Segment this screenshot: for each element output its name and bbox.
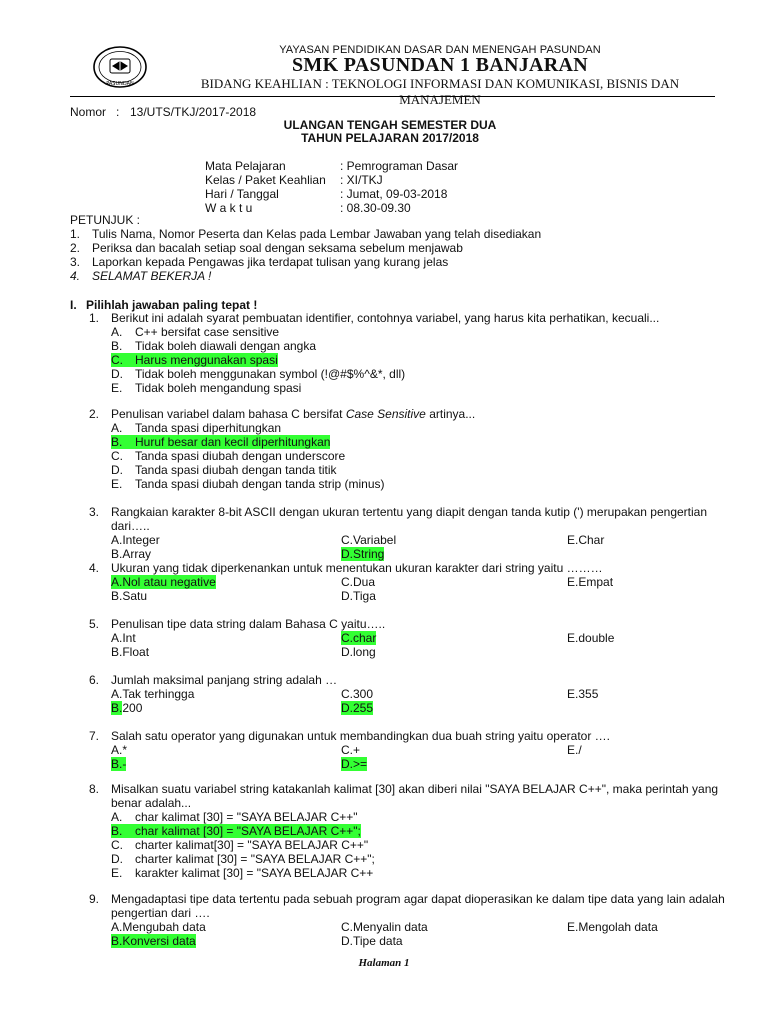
question	[89, 892, 729, 948]
answer-option	[89, 824, 729, 838]
option-text: Dua	[353, 575, 376, 589]
option-content	[341, 575, 375, 589]
instruction-item	[70, 227, 541, 241]
answer-option	[341, 934, 403, 948]
answer-option	[89, 463, 729, 477]
answer-option	[111, 757, 126, 771]
option-text: 200	[122, 701, 143, 715]
instruction-number: 1.	[70, 227, 81, 241]
option-letter: A.	[111, 533, 123, 547]
answer-option	[111, 645, 149, 659]
option-letter: A.	[111, 575, 123, 589]
nomor-separator: :	[116, 105, 120, 119]
info-key: Kelas / Paket Keahlian	[205, 173, 326, 187]
answer-option	[89, 367, 729, 381]
option-text: Int	[122, 631, 136, 645]
option-content	[111, 421, 281, 435]
option-text: 355	[578, 687, 599, 701]
option-letter: B.	[111, 934, 123, 948]
option-content	[111, 810, 358, 824]
option-letter: E.	[567, 533, 579, 547]
question-text-content: Penulisan tipe data string dalam Bahasa C yaitu…..	[111, 617, 386, 631]
field-of-study: BIDANG KEAHLIAN : TEKNOLOGI INFORMASI DAN KOMUNIKASI, BISNIS DAN MANAJEMEN	[200, 76, 680, 107]
option-content	[341, 920, 428, 934]
option-letter: D.	[341, 934, 353, 948]
option-letter: E.	[567, 687, 579, 701]
option-text: Konversi data	[122, 934, 196, 948]
option-letter: D.	[341, 645, 353, 659]
instruction-number: 2.	[70, 241, 81, 255]
option-text: Huruf besar dan kecil diperhitungkan	[135, 435, 331, 449]
question-text	[89, 673, 729, 687]
question	[89, 673, 729, 715]
question-number: 7.	[89, 729, 100, 743]
option-text: Variabel	[353, 533, 397, 547]
option-content	[111, 589, 147, 603]
school-name: SMK PASUNDAN 1 BANJARAN	[292, 54, 588, 76]
option-text: Tiga	[353, 589, 376, 603]
option-text: Mengubah data	[122, 920, 206, 934]
section-number: I.	[70, 298, 77, 312]
option-letter: C.	[341, 743, 353, 757]
school-emblem-icon	[92, 44, 148, 90]
option-letter: A.	[111, 325, 123, 339]
answer-option	[341, 701, 373, 715]
info-value: : Jumat, 09-03-2018	[340, 187, 448, 201]
exam-year: TAHUN PELAJARAN 2017/2018	[301, 131, 479, 145]
instruction-text: SELAMAT BEKERJA !	[92, 269, 212, 283]
option-text: Nol atau negative	[122, 575, 216, 589]
option-letter: D.	[111, 463, 123, 477]
option-letter: C.	[111, 838, 123, 852]
option-text: Integer	[122, 533, 160, 547]
answer-option	[341, 645, 376, 659]
answer-option	[111, 934, 196, 948]
option-text: Array	[122, 547, 152, 561]
option-content	[567, 743, 582, 757]
answer-option	[89, 810, 729, 824]
option-text: String	[353, 547, 385, 561]
question-text	[89, 407, 729, 421]
answer-option	[341, 533, 396, 547]
option-text: 255	[353, 701, 374, 715]
instructions	[70, 213, 541, 283]
option-content	[341, 687, 373, 701]
answer-option	[111, 701, 142, 715]
answer-option	[111, 631, 136, 645]
page-footer: Halaman 1	[358, 957, 410, 969]
answer-option	[111, 743, 127, 757]
answer-option	[89, 852, 729, 866]
option-row	[89, 645, 729, 659]
option-content	[111, 920, 206, 934]
info-key: W a k t u	[205, 201, 253, 215]
option-content	[111, 449, 345, 463]
info-row	[205, 173, 458, 187]
option-letter: A.	[111, 421, 123, 435]
option-text: char	[353, 631, 377, 645]
option-letter: E.	[567, 743, 579, 757]
option-content	[111, 687, 194, 701]
answer-option	[341, 920, 428, 934]
option-text: *	[122, 743, 128, 757]
info-value: : 08.30-09.30	[340, 201, 411, 215]
option-content	[111, 435, 330, 449]
instruction-text: Laporkan kepada Pengawas jika terdapat tulisan yang kurang jelas	[92, 255, 449, 269]
svg-text:PASUNDAN: PASUNDAN	[106, 81, 134, 87]
option-row	[89, 575, 729, 589]
option-letter: C.	[341, 575, 353, 589]
option-content	[341, 533, 396, 547]
option-letter: B.	[111, 589, 123, 603]
option-letter: A.	[111, 920, 123, 934]
info-value: : Pemrograman Dasar	[340, 159, 459, 173]
option-text: Tidak boleh menggunakan symbol (!@#$%^&*, dll)	[135, 367, 406, 381]
option-text: Tak terhingga	[122, 687, 195, 701]
option-content	[111, 934, 196, 948]
question	[89, 729, 729, 771]
option-letter: E.	[567, 920, 579, 934]
question	[89, 505, 729, 561]
question-text	[89, 617, 729, 631]
answer-option	[341, 743, 360, 757]
option-content	[111, 353, 278, 367]
option-content	[111, 838, 368, 852]
option-letter: E.	[111, 866, 123, 880]
info-value: : XI/TKJ	[340, 173, 383, 187]
option-text: charter kalimat [30] = "SAYA BELAJAR C++";	[135, 852, 375, 866]
option-letter: C.	[341, 533, 353, 547]
question-text	[89, 505, 729, 533]
answer-option	[567, 743, 582, 757]
option-text: Char	[578, 533, 605, 547]
question-text	[89, 729, 729, 743]
option-letter: A.	[111, 743, 123, 757]
option-text: Tanda spasi diperhitungkan	[135, 421, 282, 435]
answer-option	[341, 589, 376, 603]
option-letter: E.	[567, 631, 579, 645]
option-content	[341, 701, 373, 715]
option-letter: E.	[111, 477, 123, 491]
option-text: +	[353, 743, 361, 757]
option-row	[89, 533, 729, 547]
option-content	[111, 852, 375, 866]
option-letter: D.	[341, 701, 353, 715]
option-letter: D.	[341, 589, 353, 603]
option-text: /	[578, 743, 582, 757]
option-content	[567, 920, 658, 934]
option-content	[111, 367, 405, 381]
question-text-content: Berikut ini adalah syarat pembuatan identifier, contohnya variabel, yang harus kita perhatikan, kecuali...	[111, 311, 660, 325]
question-number: 5.	[89, 617, 100, 631]
option-content	[341, 757, 367, 771]
option-letter: E.	[567, 575, 579, 589]
option-letter: C.	[111, 449, 123, 463]
answer-option	[89, 866, 729, 880]
option-content	[111, 575, 216, 589]
option-letter: B.	[111, 824, 123, 838]
answer-option	[111, 920, 206, 934]
option-content	[111, 743, 127, 757]
option-content	[111, 547, 151, 561]
option-text: long	[353, 645, 376, 659]
option-text: >=	[353, 757, 368, 771]
answer-option	[111, 687, 194, 701]
question-text	[89, 561, 729, 575]
option-content	[111, 866, 373, 880]
option-text: charter kalimat[30] = "SAYA BELAJAR C++"	[135, 838, 369, 852]
answer-option	[111, 533, 160, 547]
option-text: Satu	[122, 589, 148, 603]
answer-option	[567, 631, 614, 645]
section-title: Pilihlah jawaban paling tepat !	[86, 298, 258, 312]
question-text	[89, 892, 729, 920]
nomor-label: Nomor	[70, 105, 107, 119]
option-text: Harus menggunakan spasi	[135, 353, 278, 367]
option-row	[89, 589, 729, 603]
answer-option	[567, 575, 613, 589]
option-content	[567, 687, 598, 701]
question	[89, 561, 729, 603]
option-content	[341, 547, 384, 561]
option-content	[111, 824, 361, 838]
question-text	[89, 782, 729, 810]
option-content	[567, 631, 614, 645]
question	[89, 311, 729, 395]
instruction-text: Periksa dan bacalah setiap soal dengan seksama sebelum menjawab	[92, 241, 463, 255]
answer-option	[111, 547, 151, 561]
option-content	[111, 757, 126, 771]
instruction-number: 4.	[70, 269, 81, 283]
answer-option	[567, 920, 658, 934]
answer-option	[89, 477, 729, 491]
question-text-part: Penulisan variabel dalam bahasa C bersifat	[111, 407, 346, 421]
answer-option	[341, 575, 375, 589]
answer-option	[111, 575, 216, 589]
option-letter: A.	[111, 631, 123, 645]
option-content	[111, 339, 316, 353]
option-content	[341, 631, 376, 645]
option-list	[89, 325, 729, 395]
option-row	[89, 743, 729, 757]
option-text: Tanda spasi diubah dengan underscore	[135, 449, 346, 463]
answer-option	[89, 353, 729, 367]
option-content	[111, 533, 160, 547]
option-text: Tanda spasi diubah dengan tanda titik	[135, 463, 337, 477]
option-letter: D.	[341, 757, 353, 771]
option-letter: B.	[111, 547, 123, 561]
section-heading	[70, 298, 257, 312]
question-number: 2.	[89, 407, 100, 421]
info-key: Hari / Tanggal	[205, 187, 279, 201]
info-row	[205, 187, 458, 201]
question-number: 1.	[89, 311, 100, 325]
document-number	[70, 105, 256, 119]
option-text: 300	[353, 687, 374, 701]
instruction-text: Tulis Nama, Nomor Peserta dan Kelas pada Lembar Jawaban yang telah disediakan	[92, 227, 542, 241]
option-text: Empat	[578, 575, 614, 589]
option-text: Mengolah data	[578, 920, 658, 934]
question	[89, 617, 729, 659]
option-text: Tidak boleh diawali dengan angka	[135, 339, 317, 353]
option-content	[567, 533, 604, 547]
option-letter: C.	[341, 631, 353, 645]
question-text-content: Salah satu operator yang digunakan untuk membandingkan dua buah string yaitu operator ….	[111, 729, 610, 743]
option-text: C++ bersifat case sensitive	[135, 325, 280, 339]
option-content	[341, 934, 403, 948]
option-text: char kalimat [30] = "SAYA BELAJAR C++"	[135, 810, 358, 824]
info-row	[205, 159, 458, 173]
option-row	[89, 687, 729, 701]
option-text: -	[122, 757, 127, 771]
question	[89, 782, 729, 880]
answer-option	[89, 339, 729, 353]
option-content	[341, 645, 376, 659]
answer-option	[89, 421, 729, 435]
option-content	[111, 463, 337, 477]
exam-title: ULANGAN TENGAH SEMESTER DUA	[283, 118, 497, 132]
option-text: Tidak boleh mengandung spasi	[135, 381, 302, 395]
option-letter: D.	[111, 852, 123, 866]
option-list	[89, 421, 729, 491]
option-letter: D.	[341, 547, 353, 561]
instruction-item	[70, 241, 541, 255]
answer-option	[341, 687, 373, 701]
foundation-name: YAYASAN PENDIDIKAN DASAR DAN MENENGAH PASUNDAN	[279, 44, 601, 56]
answer-option	[341, 757, 367, 771]
option-row	[89, 701, 729, 715]
option-text: Menyalin data	[353, 920, 428, 934]
option-letter: A.	[111, 687, 123, 701]
option-letter: B.	[111, 701, 123, 715]
option-row	[89, 934, 729, 948]
option-letter: B.	[111, 645, 123, 659]
option-row	[89, 547, 729, 561]
option-row	[89, 631, 729, 645]
instruction-item	[70, 269, 541, 283]
exam-info	[205, 159, 458, 215]
option-letter: C.	[341, 687, 353, 701]
answer-option	[89, 325, 729, 339]
option-letter: D.	[111, 367, 123, 381]
question-text-content: Mengadaptasi tipe data tertentu pada sebuah program agar dapat dioperasikan ke dalam tipe data yang lain adalah pengertian dari ….	[111, 892, 725, 920]
option-content	[111, 645, 149, 659]
option-letter: B.	[111, 435, 123, 449]
question-text-content: Ukuran yang tidak diperkenankan untuk menentukan ukuran karakter dari string yaitu ………	[111, 561, 603, 575]
answer-option	[341, 631, 376, 645]
option-letter: C.	[111, 353, 123, 367]
option-text: karakter kalimat [30] = "SAYA BELAJAR C++	[135, 866, 374, 880]
answer-option	[341, 547, 384, 561]
question-text-content: Misalkan suatu variabel string katakanlah kalimat [30] akan diberi nilai "SAYA BELAJAR C++", maka perintah yang benar adalah...	[111, 782, 719, 810]
option-text: Float	[122, 645, 150, 659]
question-text	[89, 311, 729, 325]
answer-option	[89, 381, 729, 395]
question	[89, 407, 729, 491]
question-text-content: Rangkaian karakter 8-bit ASCII dengan ukuran tertentu yang diapit dengan tanda kutip (') merupakan pengertian dari…..	[111, 505, 708, 533]
answer-option	[89, 449, 729, 463]
question-number: 4.	[89, 561, 100, 575]
instruction-number: 3.	[70, 255, 81, 269]
option-content	[341, 589, 376, 603]
option-text: char kalimat [30] = "SAYA BELAJAR C++";	[135, 824, 361, 838]
option-text: double	[578, 631, 615, 645]
header-divider	[70, 96, 715, 97]
option-content	[567, 575, 613, 589]
option-row	[89, 920, 729, 934]
option-text: Tanda spasi diubah dengan tanda strip (minus)	[135, 477, 385, 491]
question-text-emphasis: Case Sensitive	[345, 407, 426, 421]
question-number: 3.	[89, 505, 100, 519]
option-list	[89, 810, 729, 880]
option-content	[111, 381, 301, 395]
option-content	[111, 325, 279, 339]
option-letter: B.	[111, 339, 123, 353]
nomor-value: 13/UTS/TKJ/2017-2018	[130, 105, 257, 119]
answer-option	[567, 533, 604, 547]
question-text-part: artinya...	[425, 407, 476, 421]
option-content	[341, 743, 360, 757]
option-letter: C.	[341, 920, 353, 934]
question-number: 9.	[89, 892, 100, 906]
info-key: Mata Pelajaran	[205, 159, 286, 173]
option-letter: E.	[111, 381, 123, 395]
instructions-heading: PETUNJUK :	[70, 213, 141, 227]
answer-option	[111, 589, 147, 603]
option-content	[111, 631, 136, 645]
option-content	[111, 477, 385, 491]
answer-option	[89, 838, 729, 852]
option-text: Tipe data	[353, 934, 403, 948]
option-row	[89, 757, 729, 771]
question-number: 6.	[89, 673, 100, 687]
answer-option	[567, 687, 598, 701]
instruction-item	[70, 255, 541, 269]
answer-option	[89, 435, 729, 449]
option-letter: A.	[111, 810, 123, 824]
question-number: 8.	[89, 782, 100, 796]
question-text-content: Jumlah maksimal panjang string adalah …	[111, 673, 338, 687]
option-letter: B.	[111, 757, 123, 771]
